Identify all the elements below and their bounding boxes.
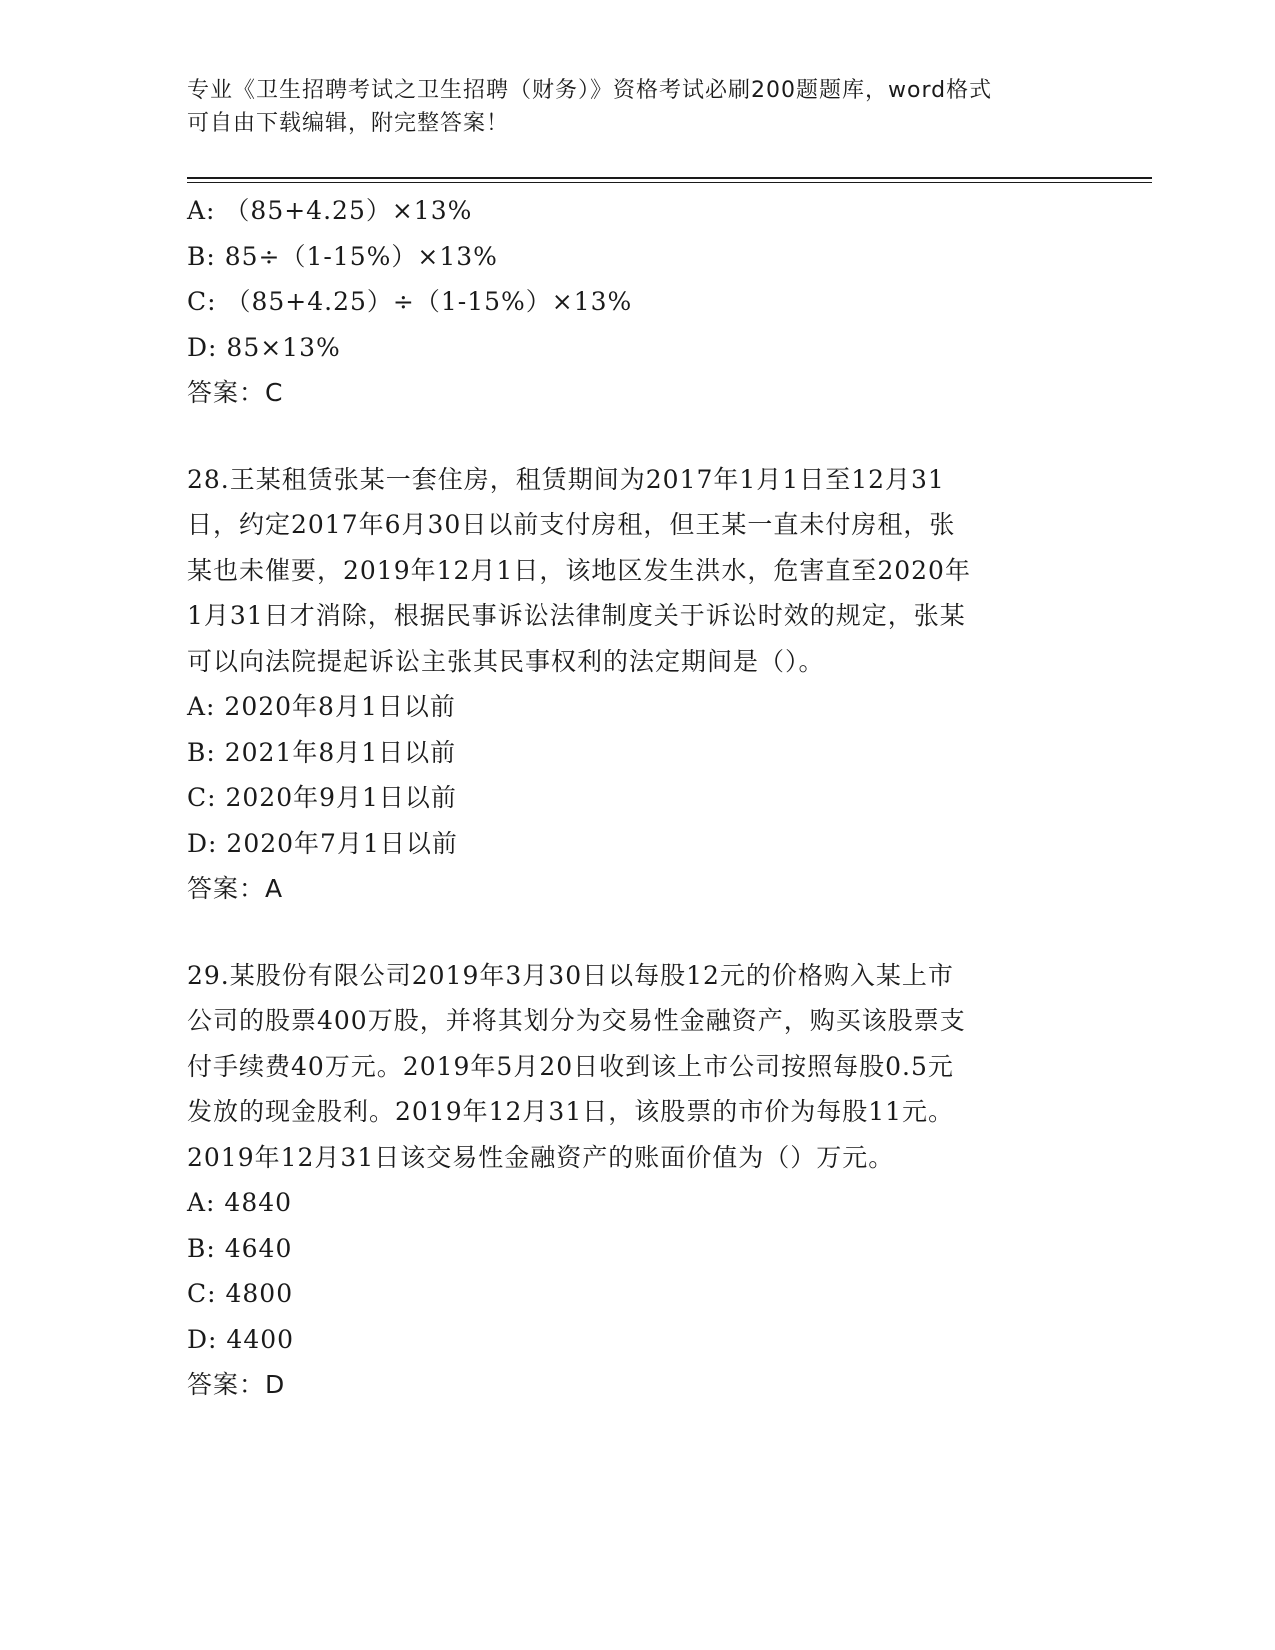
option-b: B: 2021年8月1日以前 [187,737,457,767]
header-divider-thick [187,177,1152,179]
question-28-text-line-3: 某也未催要，2019年12月1日，该地区发生洪水，危害直至2020年 [187,555,971,585]
option-b: B: 85÷（1-15%）×13% [187,241,498,271]
question-28-text-line-2: 日，约定2017年6月30日以前支付房租，但王某一直未付房租，张 [187,510,956,539]
answer: 答案：A [187,874,284,903]
question-29-block [187,953,1067,1408]
option-b: B: 4640 [187,1233,293,1263]
answer: 答案：D [187,1370,286,1399]
document-header [187,74,1067,140]
header-divider-thin [187,182,1152,183]
option-a: A: 4840 [187,1188,293,1217]
option-c: C: 2020年9月1日以前 [187,783,457,812]
question-28-block [187,457,1067,912]
header-line-2: 可自由下载编辑，附完整答案！ [187,111,510,136]
question-29-text-line-3: 付手续费40万元。2019年5月20日收到该上市公司按照每股0.5元 [187,1051,954,1081]
question-29-text-line-5: 2019年12月31日该交易性金融资产的账面价值为（）万元。 [187,1142,895,1172]
question-29-text-line-2: 公司的股票400万股，并将其划分为交易性金融资产，购买该股票支 [187,1006,966,1035]
option-c: C: 4800 [187,1279,294,1308]
option-d: D: 85×13% [187,332,341,362]
document-body [187,188,1067,1408]
question-28-text-line-4: 1月31日才消除，根据民事诉讼法律制度关于诉讼时效的规定，张某 [187,601,966,630]
question-28-text-line-1: 28.王某租赁张某一套住房，租赁期间为2017年1月1日至12月31 [187,464,945,494]
question-29-text-line-4: 发放的现金股利。2019年12月31日，该股票的市价为每股11元。 [187,1097,955,1126]
option-a: A: 2020年8月1日以前 [187,692,456,721]
header-line-1: 专业《卫生招聘考试之卫生招聘（财务）》资格考试必刷200题题库，word格式 [187,78,993,103]
option-d: D: 4400 [187,1324,295,1354]
option-a: A: （85+4.25）×13% [187,196,473,225]
question-29-text-line-1: 29.某股份有限公司2019年3月30日以每股12元的价格购入某上市 [187,960,954,990]
previous-question-block [187,188,1067,416]
question-28-text-line-5: 可以向法院提起诉讼主张其民事权利的法定期间是（）。 [187,646,825,676]
option-c: C: （85+4.25）÷（1-15%）×13% [187,287,633,316]
option-d: D: 2020年7月1日以前 [187,828,458,858]
answer: 答案：C [187,378,284,407]
